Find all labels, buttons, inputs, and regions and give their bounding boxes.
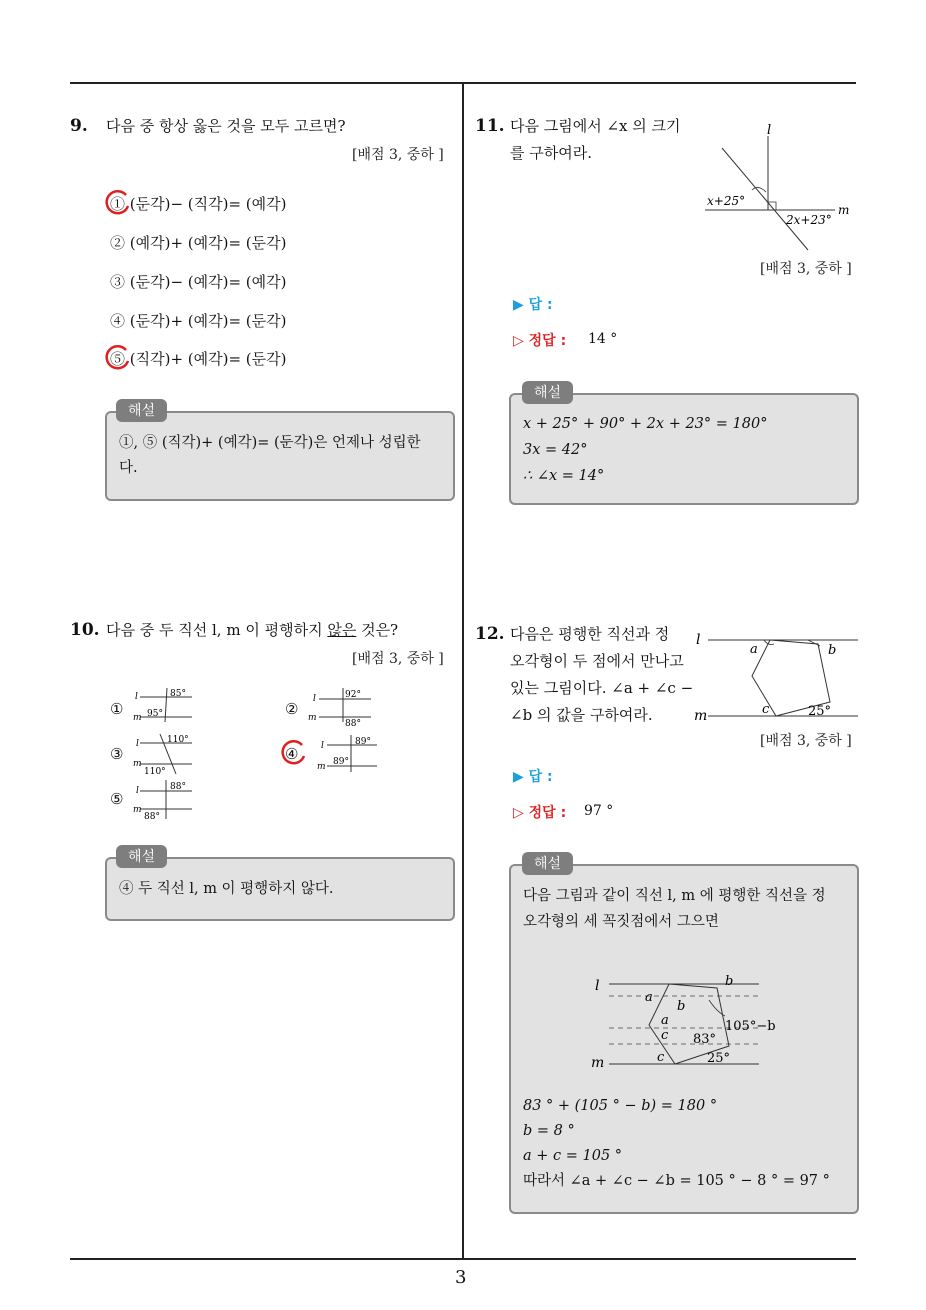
- q10-answer-circle-4: [278, 739, 308, 769]
- q12-explanation-tag: 해설: [522, 852, 573, 875]
- q11-explanation-box: [509, 393, 859, 505]
- q11-text-line2: 를 구하여라.: [510, 144, 592, 162]
- q9-choice-4[interactable]: ④ (둔각)+ (예각)= (둔각): [110, 312, 287, 330]
- q9-answer-circle-1: [102, 189, 132, 219]
- q10-figure-3: [130, 732, 198, 778]
- q10-fig1-bottom: 95°: [147, 709, 163, 719]
- q9-choice-2[interactable]: ② (예각)+ (예각)= (둔각): [110, 234, 287, 252]
- q11-correct-label: ▷ 정답 :: [513, 333, 567, 349]
- q10-fig1-l: l: [135, 692, 138, 702]
- page-number: 3: [455, 1267, 467, 1288]
- q11-explanation-line3: ∴ ∠x = 14°: [523, 468, 605, 484]
- q11-figure: [700, 118, 860, 258]
- q9-explanation-box: [105, 411, 455, 501]
- q12-explanation-line1: 83 ° + (105 ° − b) = 180 °: [523, 1098, 718, 1114]
- q12-explanation-intro1: 다음 그림과 같이 직선 l, m 에 평행한 직선을 정: [523, 888, 826, 904]
- bottom-rule: [70, 1258, 856, 1260]
- q10-fig2-m: m: [308, 713, 317, 723]
- q10-fig2-bottom: 88°: [345, 719, 361, 726]
- q12-fig2-a1: a: [645, 990, 653, 1005]
- q12-explanation-line2: b = 8 °: [523, 1123, 575, 1139]
- q10-fig4-top: 89°: [355, 737, 371, 747]
- q10-number: 10.: [70, 620, 100, 640]
- q11-fig-left-angle: x+25°: [707, 194, 746, 208]
- q12-fig-c: c: [762, 702, 770, 717]
- q10-fig3-l: l: [136, 739, 139, 749]
- q12-text-line1: 다음은 평행한 직선과 정: [510, 625, 670, 643]
- q12-explanation-intro2: 오각형의 세 꼭짓점에서 그으면: [523, 914, 719, 930]
- q10-figure-2: [305, 686, 377, 726]
- q11-meta: [배점 3, 중하 ]: [760, 261, 852, 277]
- q12-text-line2: 오각형이 두 점에서 만나고: [510, 652, 684, 670]
- q10-text-pre: 다음 중 두 직선 l, m 이 평행하지: [106, 621, 328, 639]
- q12-fig2-c2: c: [657, 1050, 665, 1065]
- q10-fig4-l: l: [321, 741, 324, 751]
- q12-text-line4: ∠b 의 값을 구하여라.: [510, 706, 653, 724]
- q10-meta: [배점 3, 중하 ]: [352, 651, 444, 667]
- q10-explanation-tag: 해설: [116, 845, 167, 868]
- q10-choice-5-mark[interactable]: ⑤: [110, 790, 124, 808]
- q12-explanation-line3: a + c = 105 °: [523, 1148, 623, 1164]
- q12-correct-value: 97 °: [584, 803, 614, 819]
- q12-explanation-line4: 따라서 ∠a + ∠c − ∠b = 105 ° − 8 ° = 97 °: [523, 1173, 830, 1189]
- q9-choice-5[interactable]: ⑤ (직각)+ (예각)= (둔각): [110, 350, 287, 368]
- q12-figure: [690, 626, 860, 726]
- q12-fig2-a2: a: [661, 1013, 669, 1028]
- q12-fig2-b1: b: [725, 974, 734, 989]
- q12-explanation-box: [509, 864, 859, 1214]
- q12-fig2-v105: 105°−b: [725, 1019, 776, 1034]
- q9-choice-3[interactable]: ③ (둔각)− (예각)= (예각): [110, 273, 287, 291]
- q10-fig5-m: m: [133, 805, 142, 815]
- q11-fig-l: l: [767, 123, 772, 138]
- q11-explanation-line1: x + 25° + 90° + 2x + 23° = 180°: [523, 416, 768, 432]
- q12-correct-label: ▷ 정답 :: [513, 805, 567, 821]
- q12-fig2-v25: 25°: [707, 1051, 731, 1066]
- q10-fig2-top: 92°: [345, 690, 361, 700]
- q10-fig5-top: 88°: [170, 782, 186, 792]
- q10-fig4-m: m: [317, 762, 326, 772]
- q10-choice-1-mark[interactable]: ①: [110, 700, 124, 718]
- q12-fig2-c1: c: [661, 1028, 669, 1043]
- q11-explanation-tag: 해설: [522, 381, 573, 404]
- q10-choice-3-mark[interactable]: ③: [110, 745, 124, 763]
- q12-fig-b: b: [828, 643, 837, 658]
- q10-figure-4: [315, 732, 381, 772]
- q12-fig-angle: 25°: [808, 704, 832, 719]
- q10-figure-5: [130, 777, 198, 821]
- q9-explanation-tag: 해설: [116, 399, 167, 422]
- q12-fig2-l: l: [595, 978, 600, 994]
- q10-fig1-top: 85°: [170, 689, 186, 699]
- q12-explanation-figure: [589, 970, 779, 1070]
- q11-correct-value: 14 °: [588, 331, 618, 347]
- q9-explanation-line2: 다.: [119, 460, 138, 476]
- q10-figure-1: [130, 686, 198, 722]
- q10-text-post: 것은?: [356, 621, 399, 639]
- q11-number: 11.: [475, 116, 505, 136]
- q10-fig5-bottom: 88°: [144, 812, 160, 821]
- q9-number: 9.: [70, 116, 88, 136]
- q12-fig2-v83: 83°: [693, 1032, 717, 1047]
- q12-fig-m: m: [694, 708, 708, 724]
- q10-fig3-top: 110°: [167, 735, 189, 745]
- q10-choice-4-mark[interactable]: ④: [285, 745, 299, 763]
- q11-explanation-line2: 3x = 42°: [523, 442, 588, 458]
- q9-text: 다음 중 항상 옳은 것을 모두 고르면?: [106, 117, 346, 135]
- q10-fig4-bottom: 89°: [333, 757, 349, 767]
- q10-explanation-line: ④ 두 직선 l, m 이 평행하지 않다.: [119, 881, 334, 897]
- q9-choice-1[interactable]: ① (둔각)− (직각)= (예각): [110, 195, 287, 213]
- q10-fig5-l: l: [136, 786, 139, 796]
- q12-answer-label: ▶ 답 :: [513, 769, 553, 785]
- q10-choice-2-mark[interactable]: ②: [285, 700, 299, 718]
- q10-text: [106, 617, 398, 644]
- q12-meta: [배점 3, 중하 ]: [760, 733, 852, 749]
- q11-text-line1: 다음 그림에서 ∠x 의 크기: [510, 117, 681, 135]
- q12-fig-a: a: [750, 642, 758, 657]
- q11-fig-m: m: [838, 203, 850, 217]
- q10-text-underline: 않은: [327, 621, 357, 639]
- column-divider: [462, 84, 464, 1258]
- q10-fig3-bottom: 110°: [144, 767, 166, 777]
- q11-answer-label: ▶ 답 :: [513, 297, 553, 313]
- q12-number: 12.: [475, 624, 505, 644]
- q10-fig3-m: m: [133, 759, 142, 769]
- q9-answer-circle-5: [102, 344, 132, 374]
- q12-fig2-m: m: [591, 1055, 605, 1070]
- q12-fig-l: l: [696, 632, 701, 648]
- q10-fig2-l: l: [313, 694, 316, 704]
- q12-text-line3: 있는 그림이다. ∠a + ∠c −: [510, 679, 694, 697]
- q9-meta: [배점 3, 중하 ]: [352, 147, 444, 163]
- q11-fig-right-angle: 2x+23°: [786, 213, 832, 227]
- q10-fig1-m: m: [133, 713, 142, 722]
- q9-explanation-line1: ①, ⑤ (직각)+ (예각)= (둔각)은 언제나 성립한: [119, 435, 421, 451]
- q12-fig2-b2: b: [677, 999, 686, 1014]
